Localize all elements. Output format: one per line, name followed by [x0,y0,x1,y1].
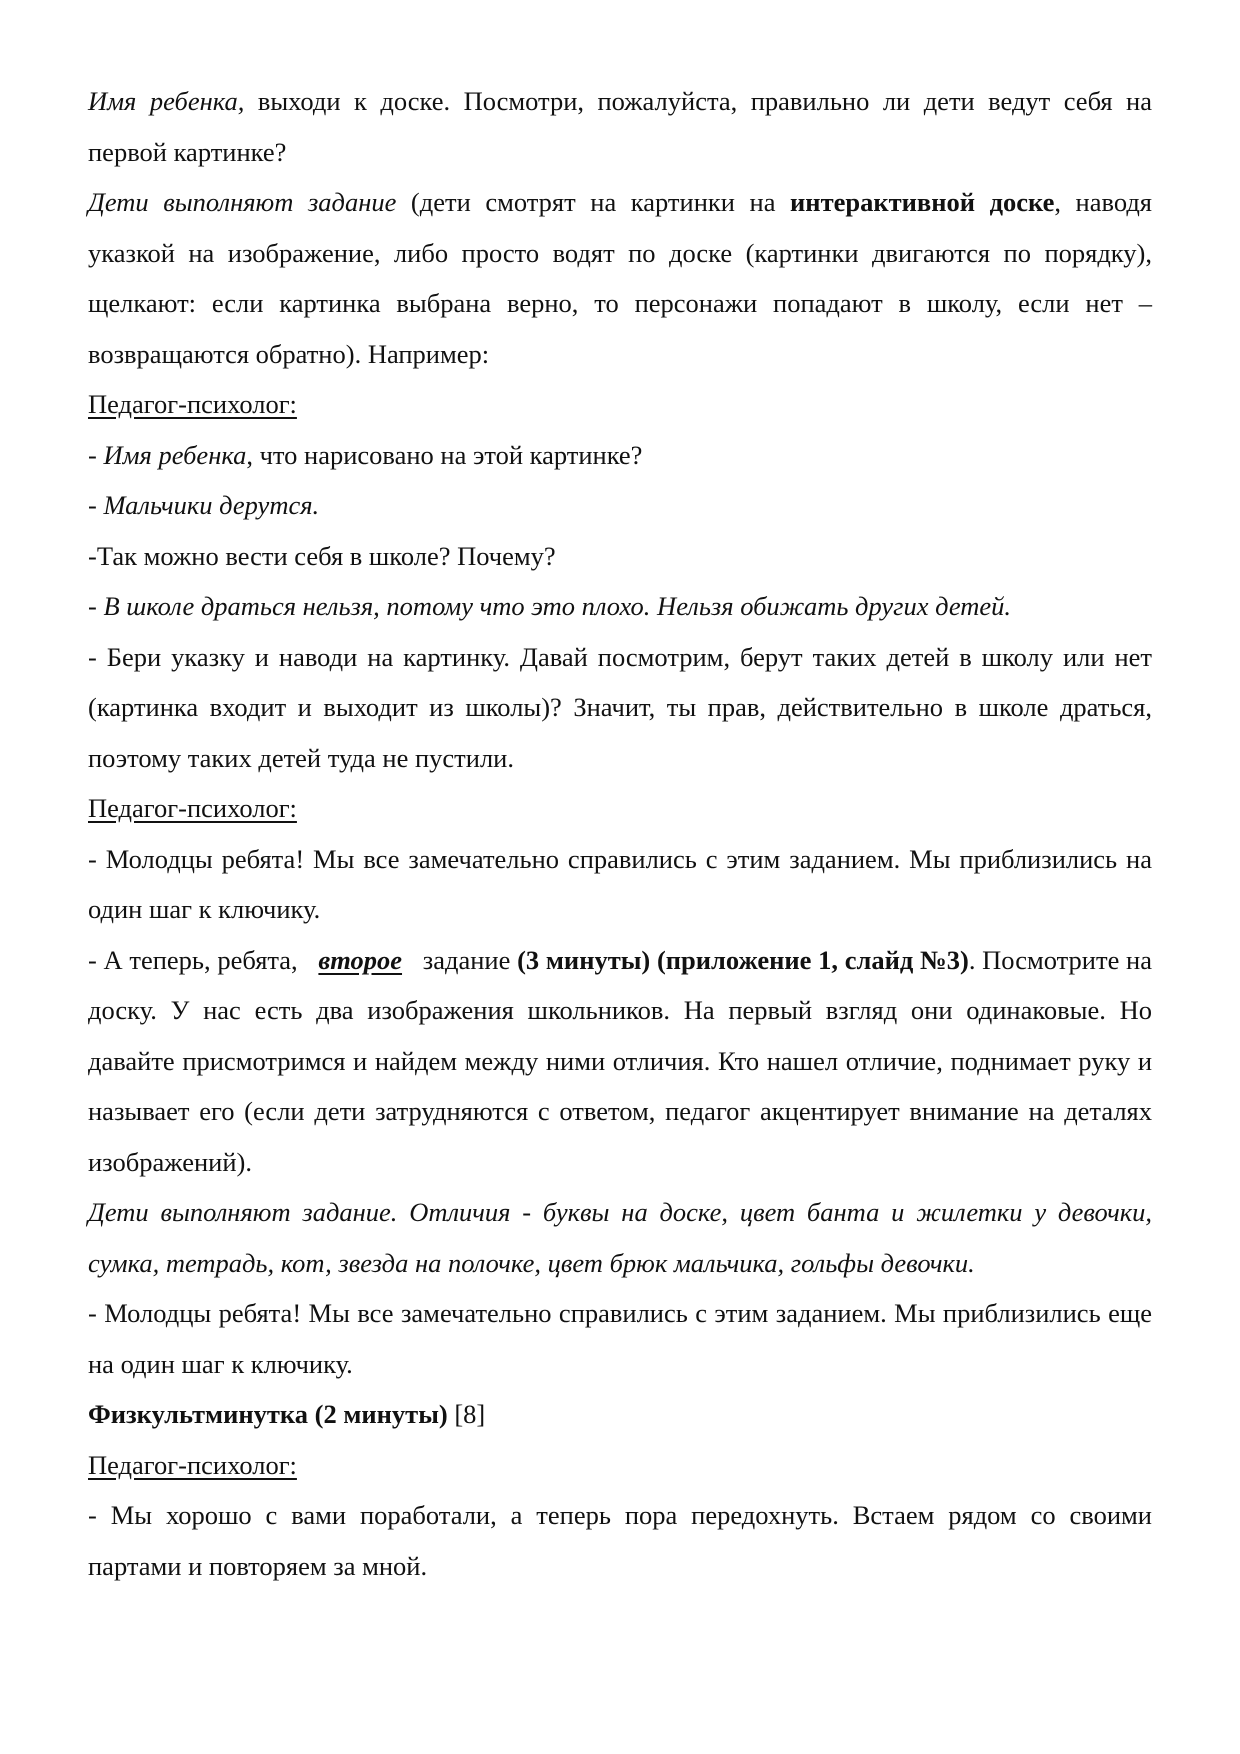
dash: - [88,490,104,520]
paragraph-3 [88,430,1152,481]
speaker-label-1: Педагог-психолог: [88,389,297,419]
paragraph-3-text: , что нарисовано на этой картинке? [246,439,643,470]
paragraph-11: - Молодцы ребята! Мы все замечательно справились с этим заданием. Мы приблизились еще на один шаг к ключику. [88,1298,1152,1379]
paragraph-13: - Мы хорошо с вами поработали, а теперь пора передохнуть. Встаем рядом со своими партами и повторяем за мной. [88,1500,1152,1581]
differences-italic: Дети выполняют задание. Отличия - буквы на доске, цвет банта и жилетки у девочки, сумка, тетрадь, кот, звезда на полочке, цвет брюк мальчика, гольфы девочки. [88,1197,1152,1278]
paragraph-2 [88,177,1152,379]
speaker-label-2: Педагог-психолог: [88,793,297,823]
paragraph-2-text-a: (дети смотрят на картинки на [396,187,791,217]
paragraph-2-text-b: , наводя указкой на изображение, либо просто водят по доске (картинки двигаются по порядку), щелкают: если картинка выбрана верно, то персонажи попадают в школу, если нет – возвращаются обратно). Например: [88,187,1152,369]
dash: - [88,439,104,470]
paragraph-7: - Бери указку и наводи на картинку. Давай посмотрим, берут таких детей в школу или нет (картинка входит и выходит из школы)? Значит, ты прав, действительно в школе драться, поэтому таких детей туда не пустили. [88,641,1152,773]
citation-reference: [8] [447,1399,486,1429]
paragraph-9 [88,935,1152,1188]
paragraph-5: -Так можно вести себя в школе? Почему? [88,540,556,571]
boys-fight-italic: Мальчики дерутся. [103,490,320,520]
paragraph-9-text-a: - А теперь, ребята, [88,944,305,975]
interactive-board-bold: интерактивной доске [790,187,1055,217]
children-do-task-italic: Дети выполняют задание [88,187,397,217]
physical-minute-heading: Физкультминутка (2 минуты) [88,1399,448,1429]
child-name-italic-2: Имя ребенка [103,439,247,470]
slide-reference-bold: (3 минуты) (приложение 1, слайд №3) [517,944,969,975]
paragraph-6 [88,581,1152,632]
paragraph-10 [88,1187,1152,1288]
answer-italic: В школе драться нельзя, потому что это плохо. Нельзя обижать других детей. [103,591,1012,621]
paragraph-9-text-c: . Посмотрите на доску. У нас есть два изображения школьников. На первый взгляд они одинаковые. Но давайте присмотримся и найдем между ними отличия. Кто нашел отличие, поднимает руку и называет его (если дети затрудняются с ответом, педагог акцентирует внимание на деталях изображений). [88,944,1152,1177]
dash: - [88,591,104,621]
paragraph-12 [88,1389,1152,1440]
paragraph-1-text: выходи к доске. Посмотри, пожалуйста, правильно ли дети ведут себя на первой картинке? [88,86,1152,167]
paragraph-1 [88,76,1152,177]
paragraph-4 [88,480,1152,531]
paragraph-8: - Молодцы ребята! Мы все замечательно справились с этим заданием. Мы приблизились на один шаг к ключику. [88,843,1152,924]
paragraph-9-text-b: задание [416,944,518,975]
speaker-label-3: Педагог-психолог: [88,1449,297,1480]
second-task-emphasis: второе [318,944,403,975]
document-page [88,76,1152,1591]
child-name-italic: Имя ребенка, [88,86,245,116]
